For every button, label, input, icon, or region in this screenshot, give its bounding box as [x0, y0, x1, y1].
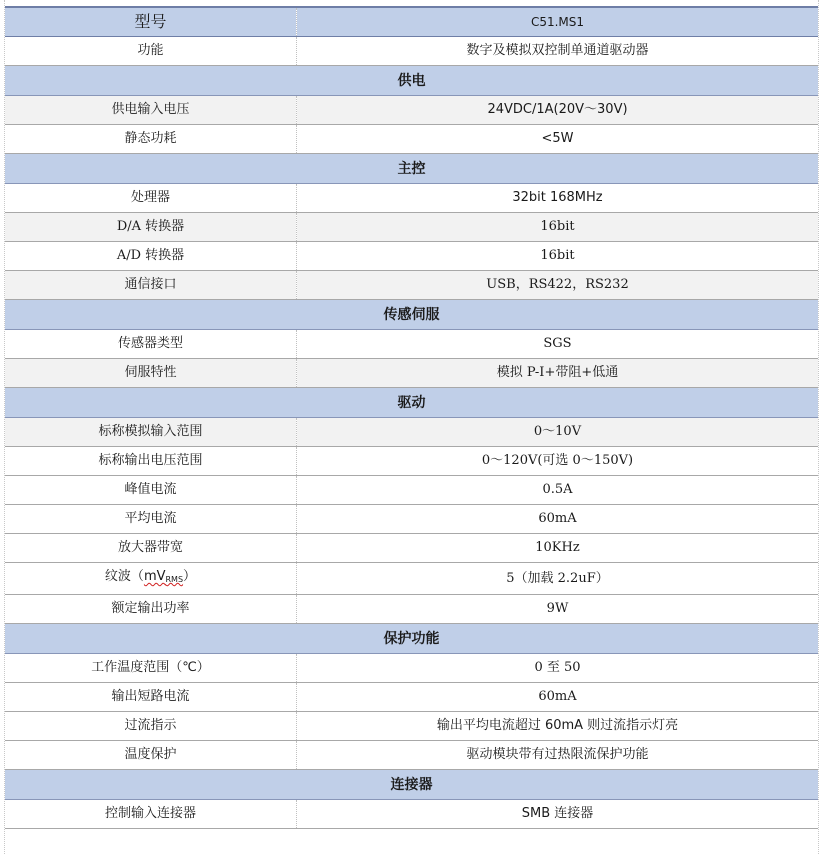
row-value: 32bit 168MHz — [297, 184, 819, 213]
section-sensor-servo — [5, 300, 818, 330]
table-row — [5, 330, 818, 359]
table-row — [5, 534, 818, 563]
row-label: 静态功耗 — [5, 125, 297, 154]
row-label: 平均电流 — [5, 505, 297, 534]
row-value: 60mA — [297, 683, 819, 712]
row-label: 供电输入电压 — [5, 96, 297, 125]
table-row — [5, 125, 818, 154]
ripple-label-suffix: ） — [183, 569, 197, 584]
ripple-unit-mv: mV — [143, 569, 166, 584]
section-title: 保护功能 — [5, 624, 818, 654]
row-value: 60mA — [297, 505, 819, 534]
row-value: 16bit — [297, 213, 819, 242]
sheet-gridline-right — [818, 0, 819, 854]
table-row — [5, 213, 818, 242]
row-value: 16bit — [297, 242, 819, 271]
table-row — [5, 683, 818, 712]
row-value: 0.5A — [297, 476, 819, 505]
spec-table — [5, 6, 818, 829]
model-row — [5, 7, 818, 37]
ripple-label — [5, 563, 297, 595]
row-value: <5W — [297, 125, 819, 154]
section-power — [5, 66, 818, 96]
row-value: 0 至 50 — [297, 654, 819, 683]
table-row — [5, 447, 818, 476]
row-label: 额定输出功率 — [5, 595, 297, 624]
model-value: C51.MS1 — [297, 7, 819, 37]
section-title: 供电 — [5, 66, 818, 96]
section-title: 连接器 — [5, 770, 818, 800]
table-row — [5, 418, 818, 447]
table-row — [5, 242, 818, 271]
section-title: 传感伺服 — [5, 300, 818, 330]
row-value: 10KHz — [297, 534, 819, 563]
row-label: 工作温度范围（℃） — [5, 654, 297, 683]
row-label: 过流指示 — [5, 712, 297, 741]
ripple-unit-rms: RMS — [165, 575, 184, 584]
table-row — [5, 741, 818, 770]
table-row — [5, 505, 818, 534]
row-value: 驱动模块带有过热限流保护功能 — [297, 741, 819, 770]
row-value: 输出平均电流超过 60mA 则过流指示灯亮 — [297, 712, 819, 741]
section-main-control — [5, 154, 818, 184]
ripple-label-unit — [144, 569, 183, 584]
section-connector — [5, 770, 818, 800]
table-row — [5, 800, 818, 829]
section-title: 驱动 — [5, 388, 818, 418]
row-label: 控制输入连接器 — [5, 800, 297, 829]
row-label: 放大器带宽 — [5, 534, 297, 563]
section-title: 主控 — [5, 154, 818, 184]
model-label: 型号 — [5, 7, 297, 37]
row-value: SMB 连接器 — [297, 800, 819, 829]
function-label: 功能 — [5, 37, 297, 66]
row-value: 5（加载 2.2uF） — [297, 563, 819, 595]
row-value: 模拟 P-I+带阻+低通 — [297, 359, 819, 388]
table-row — [5, 184, 818, 213]
table-row — [5, 595, 818, 624]
row-label: 处理器 — [5, 184, 297, 213]
row-value: 0～10V — [297, 418, 819, 447]
row-label: 标称输出电压范围 — [5, 447, 297, 476]
function-row — [5, 37, 818, 66]
row-value: USB，RS422，RS232 — [297, 271, 819, 300]
section-drive — [5, 388, 818, 418]
table-row — [5, 96, 818, 125]
row-label: A/D 转换器 — [5, 242, 297, 271]
row-label: 通信接口 — [5, 271, 297, 300]
row-label: 峰值电流 — [5, 476, 297, 505]
table-row — [5, 654, 818, 683]
row-label: 传感器类型 — [5, 330, 297, 359]
table-row — [5, 712, 818, 741]
table-row — [5, 359, 818, 388]
row-label: 输出短路电流 — [5, 683, 297, 712]
function-value: 数字及模拟双控制单通道驱动器 — [297, 37, 819, 66]
row-label: 标称模拟输入范围 — [5, 418, 297, 447]
table-row — [5, 271, 818, 300]
ripple-label-prefix: 纹波（ — [104, 569, 144, 584]
row-value: 24VDC/1A(20V～30V) — [297, 96, 819, 125]
row-value: 9W — [297, 595, 819, 624]
row-value: 0～120V(可选 0～150V) — [297, 447, 819, 476]
row-value: SGS — [297, 330, 819, 359]
table-row — [5, 476, 818, 505]
section-protection — [5, 624, 818, 654]
row-label: 温度保护 — [5, 741, 297, 770]
row-label: D/A 转换器 — [5, 213, 297, 242]
table-row — [5, 563, 818, 595]
row-label: 伺服特性 — [5, 359, 297, 388]
